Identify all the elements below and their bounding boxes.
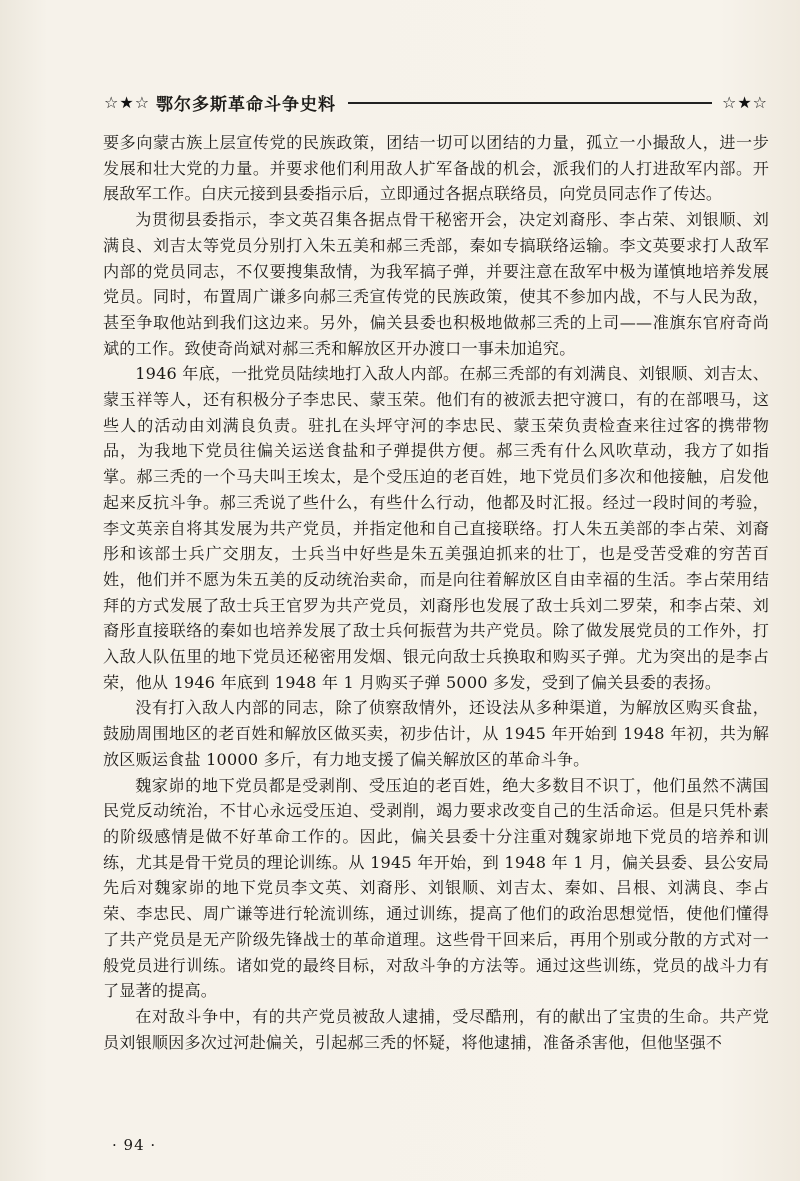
paragraph: 没有打入敌人内部的同志，除了侦察敌情外，还设法从多种渠道，为解放区购买食盐，鼓励周围地区的老百姓和解放区做买卖，初步估计，从 1945 年开始到 1948 年初，共为解放区贩运食盐 10000 多斤，有力地支援了偏关解放区的革命斗争。 — [103, 698, 769, 769]
page-number: · 94 · — [112, 1136, 157, 1154]
paragraph: 1946 年底，一批党员陆续地打入敌人内部。在郝三秃部的有刘满良、刘银顺、刘吉太、蒙玉祥等人，还有积极分子李忠民、蒙玉荣。他们有的被派去把守渡口，有的在部喂马，这些人的活动由刘满良负责。驻扎在头坪守河的李忠民、蒙玉荣负责检查来往过客的携带物品，为我地下党员往偏关运送食盐和子弹提供方便。郝三秃有什么风吹草动，我方了如指掌。郝三秃的一个马夫叫王埃太，是个受压迫的老百姓，地下党员们多次和他接触，启发他起来反抗斗争。郝三秃说了些什么，有些什么行动，他都及时汇报。经过一段时间的考验，李文英亲自将其发展为共产党员，并指定他和自己直接联络。打人朱五美部的李占荣、刘裔彤和该部士兵广交朋友，士兵当中好些是朱五美强迫抓来的壮丁，也是受苦受难的穷苦百姓，他们并不愿为朱五美的反动统治卖命，而是向往着解放区自由幸福的生活。李占荣用结拜的方式发展了敌士兵王官罗为共产党员，刘裔彤也发展了敌士兵刘二罗荣，和李占荣、刘裔彤直接联络的秦如也培养发展了敌士兵何振营为共产党员。除了做发展党员的工作外，打入敌人队伍里的地下党员还秘密用发烟、银元向敌士兵换取和购买子弹。尤为突出的是李占荣，他从 1946 年底到 1948 年 1 月购买子弹 5000 多发，受到了偏关县委的表扬。 — [103, 364, 769, 692]
paragraph: 魏家峁的地下党员都是受剥削、受压迫的老百姓，绝大多数目不识丁，他们虽然不满国民党反动统治，不甘心永远受压迫、受剥削，竭力要求改变自己的生活命运。但是只凭朴素的阶级感情是做不好革命工作的。因此，偏关县委十分注重对魏家峁地下党员的培养和训练，尤其是骨干党员的理论训练。从 1945 年开始，到 1948 年 1 月，偏关县委、县公安局先后对魏家峁的地下党员李文英、刘裔彤、刘银顺、刘吉太、秦如、吕根、刘满良、李占荣、李忠民、周广谦等进行轮流训练，通过训练，提高了他们的政治思想觉悟，使他们懂得了共产党员是无产阶级先锋战士的革命道理。这些骨干回来后，再用个别或分散的方式对一般党员进行训练。诸如党的最终目标，对敌斗争的方法等。通过这些训练，党员的战斗力有了显著的提高。 — [103, 775, 769, 1001]
running-header — [104, 90, 768, 114]
paragraph: 为贯彻县委指示，李文英召集各据点骨干秘密开会，决定刘裔彤、李占荣、刘银顺、刘满良、刘吉太等党员分别打入朱五美和郝三秃部，秦如专搞联络运输。李文英要求打人敌军内部的党员同志，不仅要搜集敌情，为我军搞子弹，并要注意在敌军中极为谨慎地培养发展党员。同时，布置周广谦多向郝三秃宣传党的民族政策，使其不参加内战，不与人民为敌，甚至争取他站到我们这边来。另外，偏关县委也积极地做郝三秃的上司——准旗东官府奇尚斌的工作。致使奇尚斌对郝三秃和解放区开办渡口一事未加追究。 — [103, 210, 769, 358]
header-rule — [348, 102, 712, 104]
paragraph: 在对敌斗争中，有的共产党员被敌人逮捕，受尽酷刑，有的献出了宝贵的生命。共产党员刘银顺因多次过河赴偏关，引起郝三秃的怀疑，将他逮捕，准备杀害他，但他坚强不 — [103, 1006, 769, 1052]
series-title: 鄂尔多斯革命斗争史料 — [156, 94, 337, 115]
body-text — [103, 130, 769, 1055]
star-ornament-icon: ☆★☆ — [721, 92, 768, 112]
star-ornament-icon: ☆★☆ — [104, 92, 151, 112]
paragraph: 要多向蒙古族上层宣传党的民族政策，团结一切可以团结的力量，孤立一小撮敌人，进一步发展和壮大党的力量。并要求他们利用敌人扩军备战的机会，派我们的人打进敌军内部。开展敌军工作。白庆元接到县委指示后，立即通过各据点联络员，向党员同志作了传达。 — [103, 133, 769, 204]
